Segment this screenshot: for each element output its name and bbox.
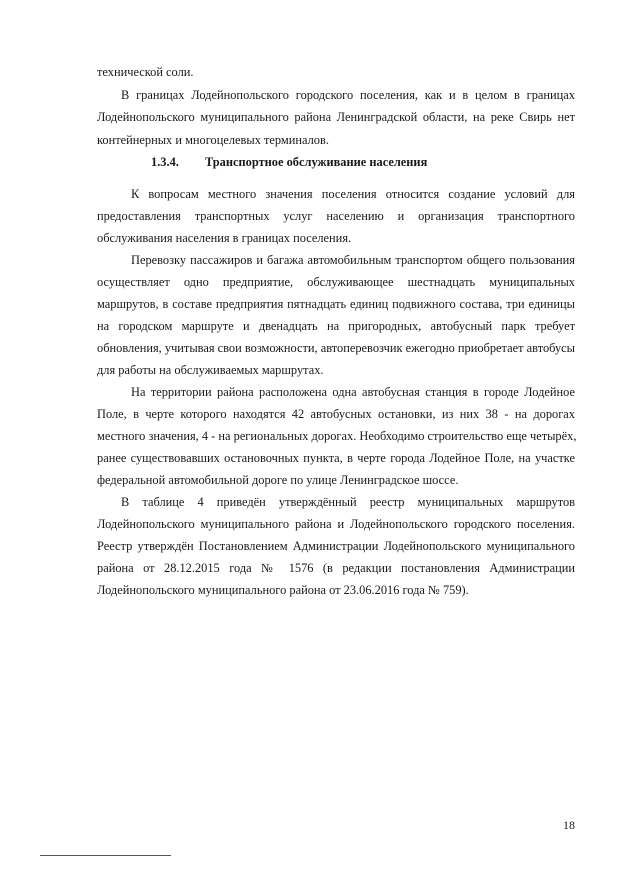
text-line: Реестр утверждён Постановлением Администрации Лодейнопольского муниципального bbox=[97, 539, 575, 553]
text-line: Лодейнопольского муниципального района Ленинградской области, на реке Свирь нет bbox=[97, 110, 575, 124]
section-number: 1.3.4. bbox=[151, 155, 179, 169]
text-line: на городском маршруте и двенадцать на пригородных, автобусный парк требует bbox=[97, 319, 575, 333]
text-line: К вопросам местного значения поселения относится создание условий для bbox=[131, 187, 575, 201]
text-line: района от 28.12.2015 года № 1576 (в редакции постановления Администрации bbox=[97, 561, 575, 575]
text-line: обновления, учитывая свои возможности, автоперевозчик ежегодно приобретает автобусы bbox=[97, 341, 575, 355]
text-line: В таблице 4 приведён утверждённый реестр муниципальных маршрутов bbox=[121, 495, 575, 509]
text-line: ранее существовавших остановочных пункта, в черте города Лодейное Поле, на участке bbox=[97, 451, 575, 465]
text-line: предоставления транспортных услуг населению и организация транспортного bbox=[97, 209, 575, 223]
text-line: На территории района расположена одна автобусная станция в городе Лодейное bbox=[131, 385, 575, 399]
text-line: для работы на обслуживаемых маршрутах. bbox=[97, 363, 324, 377]
text-line: Лодейнопольского муниципального района от 23.06.2016 года № 759). bbox=[97, 583, 469, 597]
footer-rule bbox=[40, 855, 171, 856]
text-line: федеральной автомобильной дороге по улице Ленинградское шоссе. bbox=[97, 473, 459, 487]
text-line: Лодейнопольского муниципального района и Лодейнопольского городского поселения. bbox=[97, 517, 575, 531]
text-line: местного значения, 4 - на региональных дорогах. Необходимо строительство еще четырёх, bbox=[97, 429, 577, 443]
text-line: В границах Лодейнопольского городского поселения, как и в целом в границах bbox=[121, 88, 575, 102]
text-line: Перевозку пассажиров и багажа автомобильным транспортом общего пользования bbox=[131, 253, 575, 267]
page-number: 18 bbox=[563, 818, 575, 832]
section-title: Транспортное обслуживание населения bbox=[205, 155, 428, 169]
text-line: осуществляет одно предприятие, обслуживающее шестнадцать муниципальных bbox=[97, 275, 575, 289]
text-line: Поле, в черте которого находятся 42 автобусных остановки, из них 38 - на дорогах bbox=[97, 407, 575, 421]
text-line: технической соли. bbox=[97, 65, 194, 79]
text-line: маршрутов, в составе предприятия пятнадцать единиц подвижного состава, три единицы bbox=[97, 297, 575, 311]
text-line: обслуживания населения в границах поселения. bbox=[97, 231, 352, 245]
text-line: контейнерных и многоцелевых терминалов. bbox=[97, 133, 329, 147]
